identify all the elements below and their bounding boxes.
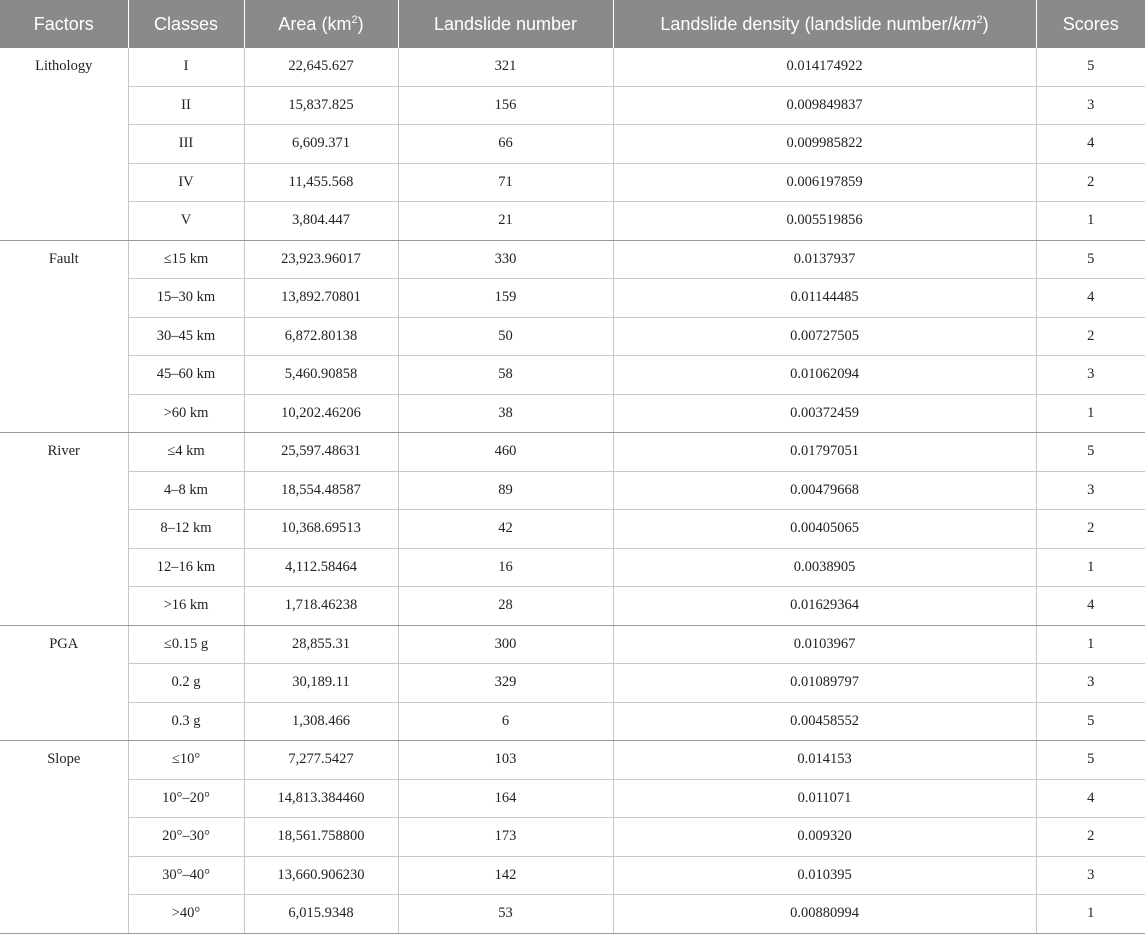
landslide-density-cell: 0.0137937 xyxy=(613,240,1036,279)
landslide-density-cell: 0.01629364 xyxy=(613,587,1036,626)
score-cell: 5 xyxy=(1036,433,1145,472)
landslide-density-cell: 0.010395 xyxy=(613,856,1036,895)
landslide-number-cell: 42 xyxy=(398,510,613,549)
landslide-number-cell: 142 xyxy=(398,856,613,895)
class-cell: ≤0.15 g xyxy=(128,625,244,664)
table-row xyxy=(0,510,1145,549)
landslide-density-cell: 0.00479668 xyxy=(613,471,1036,510)
area-cell: 28,855.31 xyxy=(244,625,398,664)
table-body xyxy=(0,48,1145,933)
score-cell: 2 xyxy=(1036,317,1145,356)
factor-cell: River xyxy=(0,433,128,626)
table-row xyxy=(0,240,1145,279)
table-row xyxy=(0,394,1145,433)
area-cell: 6,015.9348 xyxy=(244,895,398,934)
class-cell: 30–45 km xyxy=(128,317,244,356)
score-cell: 1 xyxy=(1036,548,1145,587)
area-cell: 15,837.825 xyxy=(244,86,398,125)
table-row xyxy=(0,664,1145,703)
table-row xyxy=(0,48,1145,86)
class-cell: 0.2 g xyxy=(128,664,244,703)
class-cell: IV xyxy=(128,163,244,202)
landslide-density-cell: 0.00372459 xyxy=(613,394,1036,433)
factor-cell: PGA xyxy=(0,625,128,741)
area-cell: 1,718.46238 xyxy=(244,587,398,626)
landslide-number-cell: 16 xyxy=(398,548,613,587)
landslide-number-cell: 103 xyxy=(398,741,613,780)
table-row xyxy=(0,548,1145,587)
landslide-number-cell: 50 xyxy=(398,317,613,356)
area-cell: 13,660.906230 xyxy=(244,856,398,895)
table-row xyxy=(0,741,1145,780)
area-cell: 13,892.70801 xyxy=(244,279,398,318)
landslide-density-cell: 0.009985822 xyxy=(613,125,1036,164)
area-cell: 25,597.48631 xyxy=(244,433,398,472)
header-density-unit: km xyxy=(952,13,977,34)
header-factors: Factors xyxy=(0,0,128,48)
landslide-number-cell: 71 xyxy=(398,163,613,202)
area-cell: 22,645.627 xyxy=(244,48,398,86)
score-cell: 2 xyxy=(1036,163,1145,202)
class-cell: ≤4 km xyxy=(128,433,244,472)
score-cell: 1 xyxy=(1036,202,1145,241)
score-cell: 1 xyxy=(1036,895,1145,934)
landslide-number-cell: 58 xyxy=(398,356,613,395)
score-cell: 4 xyxy=(1036,587,1145,626)
landslide-number-cell: 321 xyxy=(398,48,613,86)
landslide-number-cell: 300 xyxy=(398,625,613,664)
header-classes: Classes xyxy=(128,0,244,48)
class-cell: >16 km xyxy=(128,587,244,626)
landslide-density-cell: 0.014153 xyxy=(613,741,1036,780)
header-row xyxy=(0,0,1145,48)
table-row xyxy=(0,779,1145,818)
class-cell: 20°–30° xyxy=(128,818,244,857)
class-cell: 4–8 km xyxy=(128,471,244,510)
score-cell: 3 xyxy=(1036,471,1145,510)
landslide-number-cell: 6 xyxy=(398,702,613,741)
landslide-number-cell: 329 xyxy=(398,664,613,703)
score-cell: 4 xyxy=(1036,125,1145,164)
score-cell: 3 xyxy=(1036,664,1145,703)
area-cell: 3,804.447 xyxy=(244,202,398,241)
table-row xyxy=(0,587,1145,626)
area-cell: 23,923.96017 xyxy=(244,240,398,279)
table-row xyxy=(0,433,1145,472)
table-row xyxy=(0,818,1145,857)
class-cell: V xyxy=(128,202,244,241)
landslide-number-cell: 38 xyxy=(398,394,613,433)
landslide-density-cell: 0.01144485 xyxy=(613,279,1036,318)
area-cell: 7,277.5427 xyxy=(244,741,398,780)
area-cell: 6,872.80138 xyxy=(244,317,398,356)
landslide-density-cell: 0.00405065 xyxy=(613,510,1036,549)
class-cell: 15–30 km xyxy=(128,279,244,318)
landslide-density-cell: 0.00727505 xyxy=(613,317,1036,356)
area-cell: 30,189.11 xyxy=(244,664,398,703)
landslide-number-cell: 28 xyxy=(398,587,613,626)
class-cell: ≤15 km xyxy=(128,240,244,279)
landslide-number-cell: 164 xyxy=(398,779,613,818)
landslide-density-cell: 0.00880994 xyxy=(613,895,1036,934)
score-cell: 2 xyxy=(1036,510,1145,549)
class-cell: 30°–40° xyxy=(128,856,244,895)
area-cell: 4,112.58464 xyxy=(244,548,398,587)
score-cell: 4 xyxy=(1036,779,1145,818)
score-cell: 1 xyxy=(1036,394,1145,433)
area-cell: 14,813.384460 xyxy=(244,779,398,818)
class-cell: >60 km xyxy=(128,394,244,433)
landslide-density-cell: 0.005519856 xyxy=(613,202,1036,241)
score-cell: 5 xyxy=(1036,240,1145,279)
landslide-density-cell: 0.009849837 xyxy=(613,86,1036,125)
factor-cell: Lithology xyxy=(0,48,128,240)
factor-cell: Fault xyxy=(0,240,128,433)
score-cell: 3 xyxy=(1036,356,1145,395)
landslide-density-cell: 0.01797051 xyxy=(613,433,1036,472)
class-cell: II xyxy=(128,86,244,125)
class-cell: 12–16 km xyxy=(128,548,244,587)
header-density xyxy=(613,0,1036,48)
score-cell: 2 xyxy=(1036,818,1145,857)
class-cell: I xyxy=(128,48,244,86)
table-row xyxy=(0,317,1145,356)
table-row xyxy=(0,856,1145,895)
class-cell: III xyxy=(128,125,244,164)
landslide-density-cell: 0.0103967 xyxy=(613,625,1036,664)
area-cell: 1,308.466 xyxy=(244,702,398,741)
header-area xyxy=(244,0,398,48)
landslide-number-cell: 173 xyxy=(398,818,613,857)
score-cell: 4 xyxy=(1036,279,1145,318)
landslide-density-cell: 0.0038905 xyxy=(613,548,1036,587)
area-cell: 11,455.568 xyxy=(244,163,398,202)
landslide-density-cell: 0.00458552 xyxy=(613,702,1036,741)
landslide-number-cell: 53 xyxy=(398,895,613,934)
area-cell: 18,561.758800 xyxy=(244,818,398,857)
header-number: Landslide number xyxy=(398,0,613,48)
header-area-text: Area (km xyxy=(278,13,352,34)
table-row xyxy=(0,163,1145,202)
class-cell: 10°–20° xyxy=(128,779,244,818)
score-cell: 5 xyxy=(1036,48,1145,86)
class-cell: 45–60 km xyxy=(128,356,244,395)
landslide-density-cell: 0.01062094 xyxy=(613,356,1036,395)
header-area-sup: 2 xyxy=(351,13,358,26)
landslide-number-cell: 159 xyxy=(398,279,613,318)
table-row xyxy=(0,356,1145,395)
landslide-density-cell: 0.009320 xyxy=(613,818,1036,857)
score-cell: 3 xyxy=(1036,856,1145,895)
area-cell: 6,609.371 xyxy=(244,125,398,164)
landslide-density-cell: 0.014174922 xyxy=(613,48,1036,86)
landslide-number-cell: 89 xyxy=(398,471,613,510)
header-scores: Scores xyxy=(1036,0,1145,48)
table-row xyxy=(0,202,1145,241)
score-cell: 5 xyxy=(1036,702,1145,741)
area-cell: 10,202.46206 xyxy=(244,394,398,433)
class-cell: ≤10° xyxy=(128,741,244,780)
landslide-density-cell: 0.01089797 xyxy=(613,664,1036,703)
landslide-number-cell: 460 xyxy=(398,433,613,472)
table-row xyxy=(0,625,1145,664)
class-cell: 8–12 km xyxy=(128,510,244,549)
landslide-number-cell: 330 xyxy=(398,240,613,279)
header-area-close: ) xyxy=(357,13,364,34)
landslide-number-cell: 21 xyxy=(398,202,613,241)
landslide-density-cell: 0.006197859 xyxy=(613,163,1036,202)
table-row xyxy=(0,471,1145,510)
area-cell: 18,554.48587 xyxy=(244,471,398,510)
class-cell: 0.3 g xyxy=(128,702,244,741)
table-row xyxy=(0,895,1145,934)
table-row xyxy=(0,702,1145,741)
landslide-number-cell: 156 xyxy=(398,86,613,125)
table-row xyxy=(0,86,1145,125)
table-row xyxy=(0,279,1145,318)
header-density-sup: 2 xyxy=(976,13,983,26)
factor-cell: Slope xyxy=(0,741,128,934)
score-cell: 1 xyxy=(1036,625,1145,664)
score-cell: 3 xyxy=(1036,86,1145,125)
landslide-number-cell: 66 xyxy=(398,125,613,164)
area-cell: 10,368.69513 xyxy=(244,510,398,549)
class-cell: >40° xyxy=(128,895,244,934)
landslide-density-cell: 0.011071 xyxy=(613,779,1036,818)
area-cell: 5,460.90858 xyxy=(244,356,398,395)
header-density-close: ) xyxy=(982,13,989,34)
score-cell: 5 xyxy=(1036,741,1145,780)
table-row xyxy=(0,125,1145,164)
header-density-text: Landslide density (landslide number/ xyxy=(660,13,953,34)
